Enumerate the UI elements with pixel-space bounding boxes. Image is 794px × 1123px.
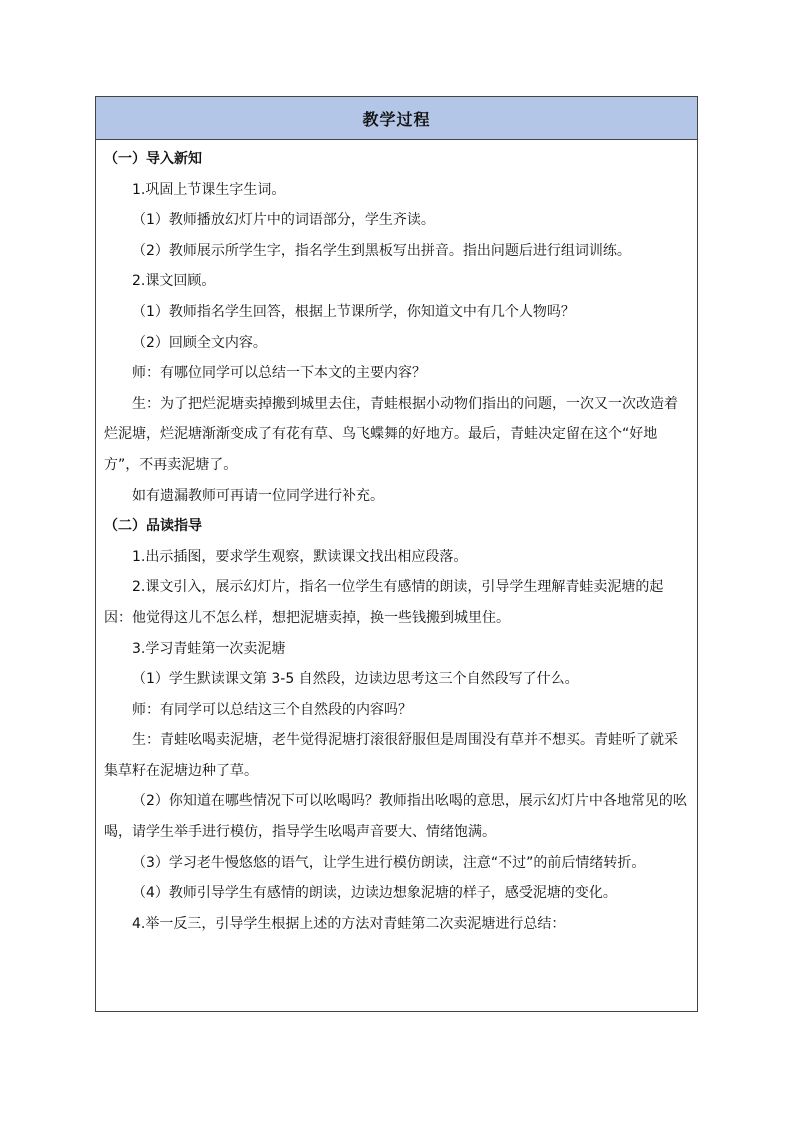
table-title: 教学过程 bbox=[362, 109, 431, 129]
paragraph: 1.巩固上节课生字生词。 bbox=[132, 181, 286, 198]
paragraph: 生：为了把烂泥塘卖掉搬到城里去住，青蛙根据小动物们指出的问题，一次又一次改造着烂泥塘，烂泥塘渐渐变成了有花有草、鸟飞蝶舞的好地方。最后，青蛙决定留在这个“好地方”，不再卖泥塘了。 bbox=[104, 395, 678, 473]
paragraph: （2）回顾全文内容。 bbox=[132, 334, 267, 351]
paragraph: （4）教师引导学生有感情的朗读，边读边想象泥塘的样子，感受泥塘的变化。 bbox=[132, 885, 617, 902]
paragraph: 如有遗漏教师可再请一位同学进行补充。 bbox=[132, 487, 384, 504]
paragraph: 4.举一反三，引导学生根据上述的方法对青蛙第二次卖泥塘进行总结： bbox=[132, 915, 566, 932]
paragraph: 师：有同学可以总结这三个自然段的内容吗？ bbox=[132, 701, 412, 718]
paragraph: 2.课文回顾。 bbox=[132, 273, 216, 290]
lesson-process-table bbox=[95, 96, 698, 1012]
paragraph: （1）教师指名学生回答，根据上节课所学，你知道文中有几个人物吗？ bbox=[132, 303, 575, 320]
table-header bbox=[96, 97, 697, 140]
paragraph: （2）你知道在哪些情况下可以吆喝吗？教师指出吆喝的意思，展示幻灯片中各地常见的吆喝，请学生举手进行模仿，指导学生吆喝声音要大、情绪饱满。 bbox=[104, 793, 687, 841]
paragraph: （3）学习老牛慢悠悠的语气，让学生进行模仿朗读，注意“不过”的前后情绪转折。 bbox=[132, 854, 646, 871]
paragraph: 2.课文引入，展示幻灯片，指名一位学生有感情的朗读，引导学生理解青蛙卖泥塘的起因：他觉得这儿不怎么样，想把泥塘卖掉，换一些钱搬到城里住。 bbox=[104, 579, 664, 626]
paragraph: 3.学习青蛙第一次卖泥塘 bbox=[132, 640, 286, 657]
paragraph: 生：青蛙吆喝卖泥塘，老牛觉得泥塘打滚很舒服但是周围没有草并不想买。青蛙听了就采集草籽在泥塘边种了草。 bbox=[104, 732, 678, 779]
paragraph: 师：有哪位同学可以总结一下本文的主要内容？ bbox=[132, 365, 426, 382]
section-heading-1: （一）导入新知 bbox=[104, 151, 202, 167]
lesson-content bbox=[96, 140, 697, 939]
paragraph: （2）教师展示所学生字，指名学生到黑板写出拼音。指出问题后进行组词训练。 bbox=[132, 242, 631, 259]
paragraph: （1）学生默读课文第 3-5 自然段，边读边思考这三个自然段写了什么。 bbox=[132, 671, 579, 688]
paragraph: （1）教师播放幻灯片中的词语部分，学生齐读。 bbox=[132, 212, 435, 229]
section-heading-2: （二）品读指导 bbox=[104, 518, 202, 535]
paragraph: 1.出示插图，要求学生观察，默读课文找出相应段落。 bbox=[132, 548, 468, 565]
